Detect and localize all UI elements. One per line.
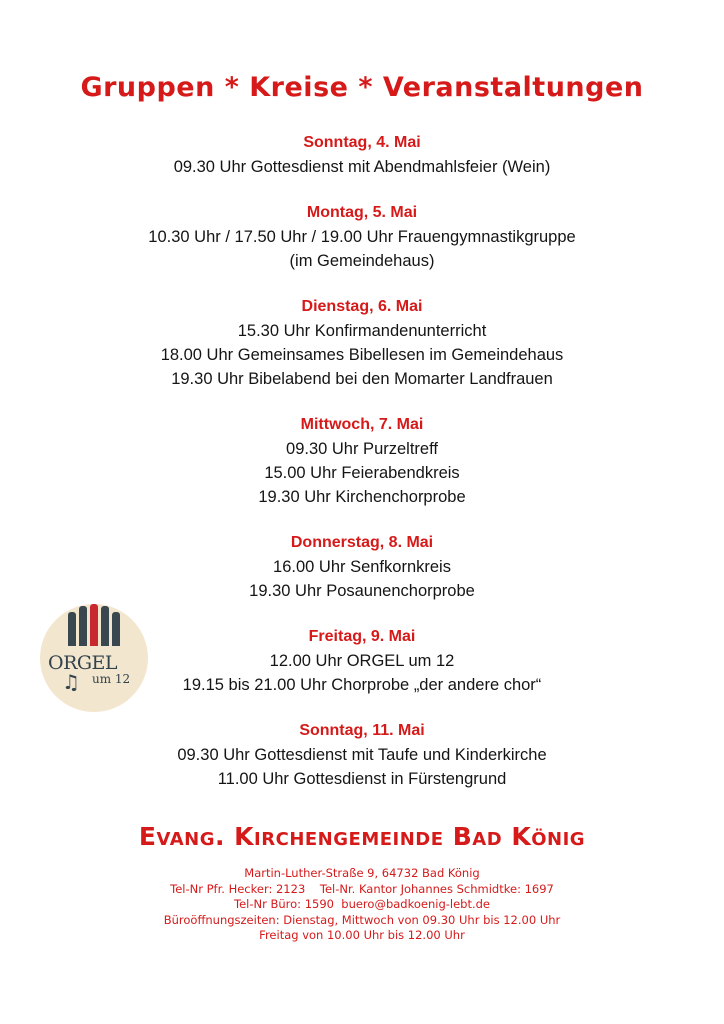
event-entry: 11.00 Uhr Gottesdienst in Fürstengrund [217,770,507,788]
event-entry: 19.30 Uhr Bibelabend bei den Momarter Landfrauen [171,370,553,388]
orgel-um-12-logo [40,604,148,712]
event-entry: 16.00 Uhr Senfkornkreis [273,558,451,576]
organ-pipe-icon [68,612,76,646]
event-list [0,131,724,813]
event-day-block [0,201,724,273]
church-name [0,822,724,851]
organ-pipe-icon [101,606,109,646]
event-entry: (im Gemeindehaus) [289,252,435,270]
event-entry: 09.30 Uhr Purzeltreff [286,440,438,458]
event-day-heading: Donnerstag, 8. Mai [290,534,434,551]
event-day-heading: Freitag, 9. Mai [308,628,416,645]
event-entry: 19.15 bis 21.00 Uhr Chorprobe „der andere chor“ [182,676,542,694]
office-hours-friday: Freitag von 10.00 Uhr bis 12.00 Uhr [259,928,465,942]
event-day-block [0,131,724,179]
page-title: Gruppen * Kreise * Veranstaltungen [80,72,644,103]
event-entry: 09.30 Uhr Gottesdienst mit Taufe und Kinderkirche [177,746,547,764]
event-entry: 19.30 Uhr Kirchenchorprobe [258,488,466,506]
logo-title: ORGEL [48,652,118,674]
event-day-block [0,413,724,509]
event-entry: 18.00 Uhr Gemeinsames Bibellesen im Gemeindehaus [160,346,564,364]
event-entry: 12.00 Uhr ORGEL um 12 [269,652,455,670]
event-day-block [0,531,724,603]
address: Martin-Luther-Straße 9, 64732 Bad König [244,866,480,880]
music-note-icon: ♫ [62,670,80,694]
event-day-heading: Mittwoch, 7. Mai [300,416,424,433]
event-day-block [0,295,724,391]
organ-pipe-icon [90,604,98,646]
organ-pipe-icon [112,612,120,646]
event-entry: 09.30 Uhr Gottesdienst mit Abendmahlsfeier (Wein) [173,158,551,176]
office-hours: Büroöffnungszeiten: Dienstag, Mittwoch von 09.30 Uhr bis 12.00 Uhr [163,912,561,927]
event-entry: 15.30 Uhr Konfirmandenunterricht [237,322,487,340]
event-entry: 19.30 Uhr Posaunenchorprobe [249,582,475,600]
office-contact: Tel-Nr Büro: 1590 buero@badkoenig-lebt.de [234,897,490,911]
church-name-text: Evang. Kirchengemeinde Bad König [138,822,586,851]
logo-subtitle: um 12 [92,672,131,686]
event-day-heading: Sonntag, 4. Mai [303,134,421,151]
event-day-heading: Montag, 5. Mai [306,204,418,221]
event-day-block [0,719,724,791]
event-entry: 15.00 Uhr Feierabendkreis [264,464,460,482]
event-day-heading: Dienstag, 6. Mai [301,298,423,315]
organ-pipe-icon [79,606,87,646]
event-day-heading: Sonntag, 11. Mai [299,722,425,739]
event-entry: 10.30 Uhr / 17.50 Uhr / 19.00 Uhr Frauengymnastikgruppe [148,228,576,246]
phone-numbers: Tel-Nr Pfr. Hecker: 2123 Tel-Nr. Kantor Johannes Schmidtke: 1697 [170,881,554,896]
contact-block [0,866,724,944]
